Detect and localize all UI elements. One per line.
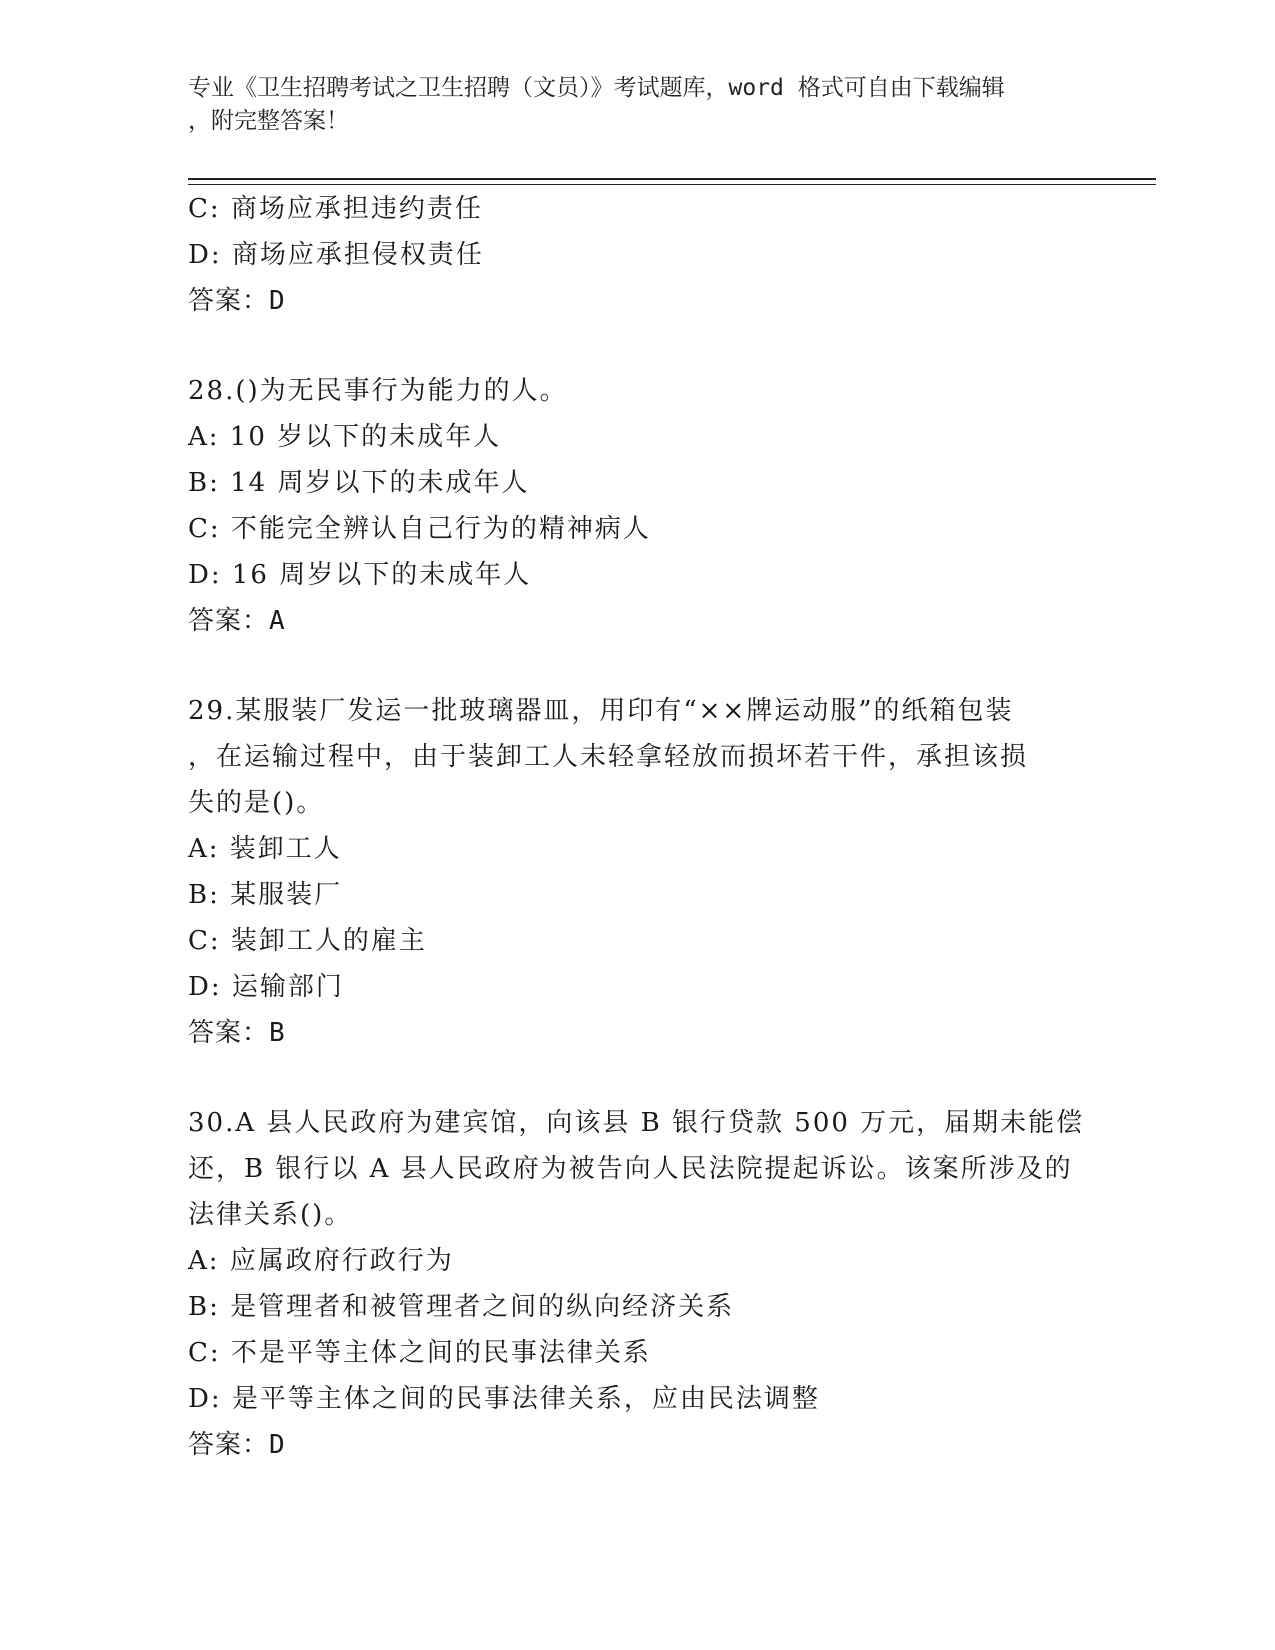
option-b: B: 14 周岁以下的未成年人 — [188, 468, 530, 498]
option-a: A: 10 岁以下的未成年人 — [188, 422, 502, 452]
question-text-line-1: 29.某服装厂发运一批玻璃器皿，用印有“××牌运动服”的纸箱包装 — [188, 696, 1014, 726]
option-d: D: 商场应承担侵权责任 — [188, 240, 484, 270]
option-a: A: 装卸工人 — [188, 834, 342, 864]
question-30 — [188, 1100, 1148, 1468]
header-title-line2: ，附完整答案！ — [188, 108, 349, 134]
question-text-line-2: 还，B 银行以 A 县人民政府为被告向人民法院提起诉讼。该案所涉及的 — [188, 1154, 1073, 1184]
header-divider-thin — [188, 184, 1156, 185]
answer-line: 答案：D — [188, 1430, 286, 1460]
option-c: C: 不是平等主体之间的民事法律关系 — [188, 1338, 651, 1368]
option-c: C: 不能完全辨认自己行为的精神病人 — [188, 514, 651, 544]
answer-line: 答案：D — [188, 286, 286, 316]
question-text-line-1: 30.A 县人民政府为建宾馆，向该县 B 银行贷款 500 万元，届期未能偿 — [188, 1108, 1085, 1138]
question-text-line-3: 法律关系()。 — [188, 1200, 353, 1230]
header-title-line1: 专业《卫生招聘考试之卫生招聘（文员）》考试题库，word 格式可自由下载编辑 — [188, 75, 1005, 101]
question-text-line-3: 失的是()。 — [188, 788, 325, 818]
spacer — [188, 324, 1148, 368]
header-divider-thick — [188, 178, 1156, 180]
question-29 — [188, 688, 1148, 1056]
question-list — [188, 186, 1148, 1468]
answer-line: 答案：A — [188, 606, 286, 636]
question-text: 28.()为无民事行为能力的人。 — [188, 376, 568, 406]
document-header — [188, 72, 1088, 138]
option-c: C: 商场应承担违约责任 — [188, 194, 483, 224]
option-a: A: 应属政府行政行为 — [188, 1246, 454, 1276]
option-b: B: 某服装厂 — [188, 880, 343, 910]
option-d: D: 是平等主体之间的民事法律关系，应由民法调整 — [188, 1384, 820, 1414]
option-b: B: 是管理者和被管理者之间的纵向经济关系 — [188, 1292, 735, 1322]
question-27-tail — [188, 186, 1148, 324]
spacer — [188, 1056, 1148, 1100]
option-c: C: 装卸工人的雇主 — [188, 926, 427, 956]
answer-line: 答案：B — [188, 1018, 286, 1048]
question-text-line-2: ，在运输过程中，由于装卸工人未轻拿轻放而损坏若干件，承担该损 — [188, 742, 1029, 772]
question-28 — [188, 368, 1148, 644]
option-d: D: 运输部门 — [188, 972, 344, 1002]
option-d: D: 16 周岁以下的未成年人 — [188, 560, 532, 590]
spacer — [188, 644, 1148, 688]
